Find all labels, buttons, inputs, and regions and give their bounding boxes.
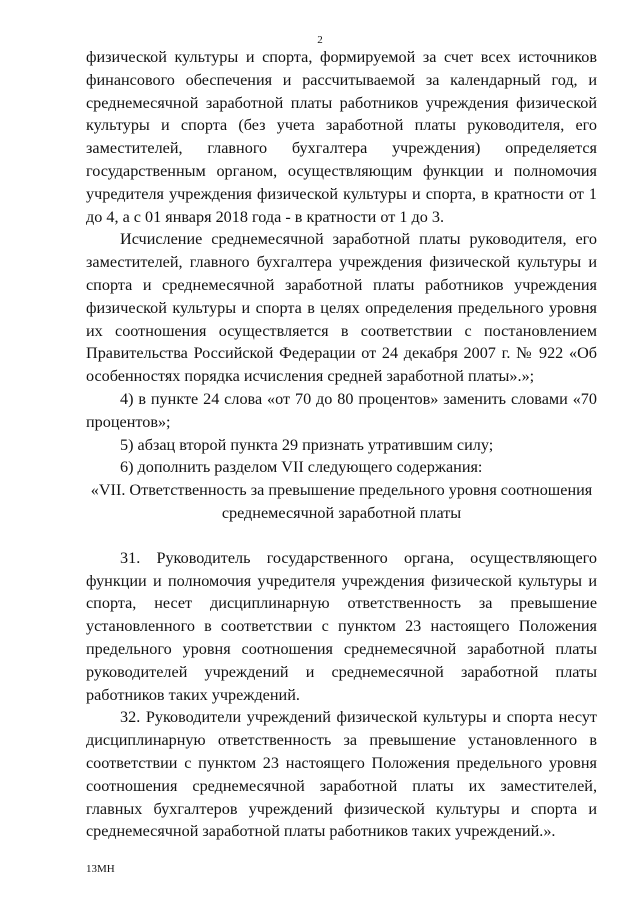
section-heading-line-2: среднемесячной заработной платы xyxy=(221,503,462,522)
paragraph-item-5: 5) абзац второй пункта 29 признать утратившим силу; xyxy=(120,435,494,454)
section-heading-line-1: «VII. Ответственность за превышение предельного уровня соотношения xyxy=(90,481,593,500)
paragraph-clause-32: 32. Руководители учреждений физической культуры и спорта несут дисциплинарную ответственность за превышение установленного в соответствии с пунктом 23 настоящего Положения предельного уровня соотношения среднемесячной заработной платы их заместителей, главных бухгалтеров учреждений физической культуры и спорта и среднемесячной заработной платы работников таких учреждений.». xyxy=(86,708,597,841)
paragraph-item-4: 4) в пункте 24 слова «от 70 до 80 процентов» заменить словами «70 процентов»; xyxy=(86,389,597,431)
blank-line xyxy=(86,525,597,547)
paragraph-continuation: физической культуры и спорта, формируемой за счет всех источников финансового обеспечения и рассчитываемой за календарный год, и среднемесячной заработной платы работников учреждения физической культуры и спорта (без учета заработной платы руководителя, его заместителей, главного бухгалтера учреждения) определяется государственным органом, осуществляющим функции и полномочия учредителя учреждения физической культуры и спорта, в кратности от 1 до 4, а с 01 января 2018 года - в кратности от 1 до 3. xyxy=(86,48,597,226)
page-number: 2 xyxy=(317,34,323,46)
document-code: 13МН xyxy=(86,863,115,875)
paragraph-item-6: 6) дополнить разделом VII следующего содержания: xyxy=(120,458,483,477)
paragraph-clause-31: 31. Руководитель государственного органа, осуществляющего функции и полномочия учредителя учреждения физической культуры и спорта, несет дисциплинарную ответственность за превышение установленного в соответствии с пунктом 23 настоящего Положения предельного уровня соотношения среднемесячной заработной платы руководителей учреждений и среднемесячной заработной платы работников таких учреждений. xyxy=(86,548,597,704)
document-body xyxy=(86,46,597,843)
paragraph-salary-calculation: Исчисление среднемесячной заработной платы руководителя, его заместителей, главного бухгалтера учреждения физической культуры и спорта и среднемесячной заработной платы работников учреждения физической культуры и спорта в целях определения предельного уровня их соотношения осуществляется в соответствии с постановлением Правительства Российской Федерации от 24 декабря 2007 г. № 922 «Об особенностях порядка исчисления средней заработной платы».»; xyxy=(86,230,597,386)
